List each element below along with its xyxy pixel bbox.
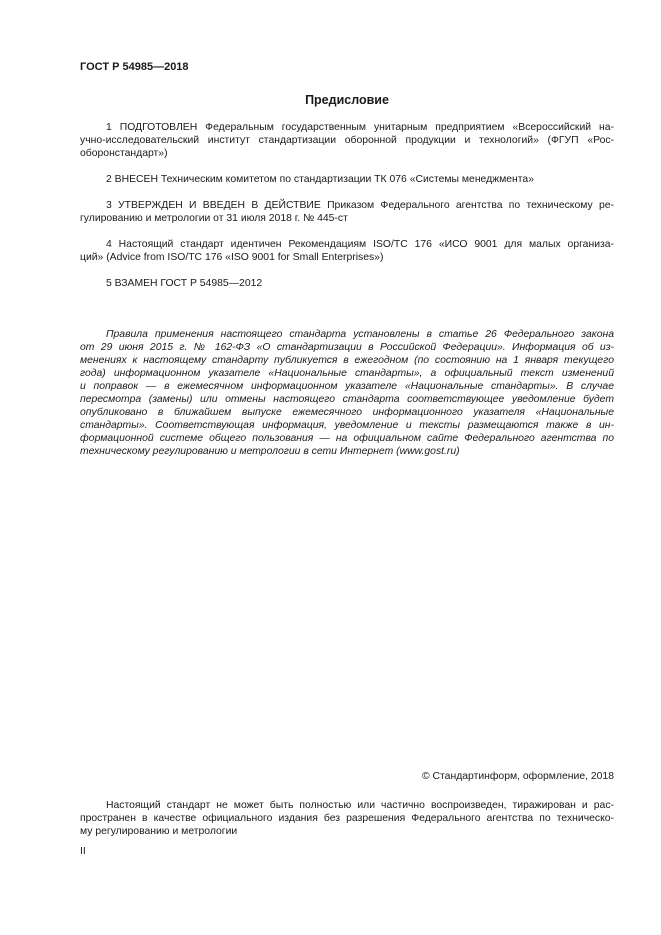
notice-line: формационной системе общего пользования — на официальном сайте Федерального агентства по xyxy=(80,433,614,444)
section-title: Предисловие xyxy=(305,93,389,107)
notice-line: и поправок — в ежемесячном информационном указателе «Национальные стандарты». В случае xyxy=(80,381,614,392)
reproduction-line: Настоящий стандарт не может быть полностью или частично воспроизведен, тиражирован и рас- xyxy=(106,800,614,811)
notice-line: Правила применения настоящего стандарта установлены в статье 26 Федерального закона xyxy=(106,329,614,340)
item-line: ций» (Advice from ISO/TC 176 «ISO 9001 for Small Enterprises») xyxy=(80,252,384,263)
notice-line: года) информационном указателе «Национальные стандарты», а официальный текст изменений xyxy=(80,368,614,379)
item-line: оборонстандарт») xyxy=(80,148,168,159)
notice-line: техническому регулированию и метрологии в сети Интернет (www.gost.ru) xyxy=(80,446,460,457)
item-line: 5 ВЗАМЕН ГОСТ Р 54985—2012 xyxy=(106,278,263,289)
item-line: гулированию и метрологии от 31 июля 2018 г. № 445-ст xyxy=(80,213,348,224)
reproduction-notice xyxy=(80,799,614,838)
notice-line: от 29 июня 2015 г. № 162-ФЗ «О стандартизации в Российской Федерации». Информация об из- xyxy=(80,342,614,353)
notice-line: менениях к настоящему стандарту публикуется в ежегодном (по состоянию на 1 января текущего xyxy=(80,355,614,366)
foreword-item-5 xyxy=(80,277,614,290)
item-line: 2 ВНЕСЕН Техническим комитетом по стандартизации ТК 076 «Системы менеджмента» xyxy=(106,174,534,185)
copyright-notice: © Стандартинформ, оформление, 2018 xyxy=(421,771,614,782)
legal-notice xyxy=(80,328,614,458)
foreword-item-2 xyxy=(80,173,614,186)
item-line: 1 ПОДГОТОВЛЕН Федеральным государственным унитарным предприятием «Всероссийский на- xyxy=(106,122,614,133)
foreword-item-3 xyxy=(80,199,614,225)
notice-line: опубликовано в ближайшем выпуске ежемесячного информационного указателя «Национальные xyxy=(80,407,614,418)
item-line: 4 Настоящий стандарт идентичен Рекомендациям ISO/TC 176 «ИСО 9001 для малых организа- xyxy=(106,239,614,250)
page-number: II xyxy=(80,846,86,857)
notice-line: стандарты». Соответствующая информация, уведомление и тексты размещаются также в ин- xyxy=(80,420,614,431)
reproduction-line: пространен в качестве официального издания без разрешения Федерального агентства по техническо- xyxy=(80,813,614,824)
item-line: 3 УТВЕРЖДЕН И ВВЕДЕН В ДЕЙСТВИЕ Приказом Федерального агентства по техническому ре- xyxy=(106,200,614,211)
reproduction-line: му регулированию и метрологии xyxy=(80,826,238,837)
document-code: ГОСТ Р 54985—2018 xyxy=(80,61,189,73)
foreword-item-1 xyxy=(80,121,614,160)
item-line: учно-исследовательский институт стандартизации оборонной продукции и технологий» (ФГУП «Рос- xyxy=(80,135,614,146)
notice-line: пересмотра (замены) или отмены настоящего стандарта соответствующее уведомление будет xyxy=(80,394,614,405)
foreword-item-4 xyxy=(80,238,614,264)
